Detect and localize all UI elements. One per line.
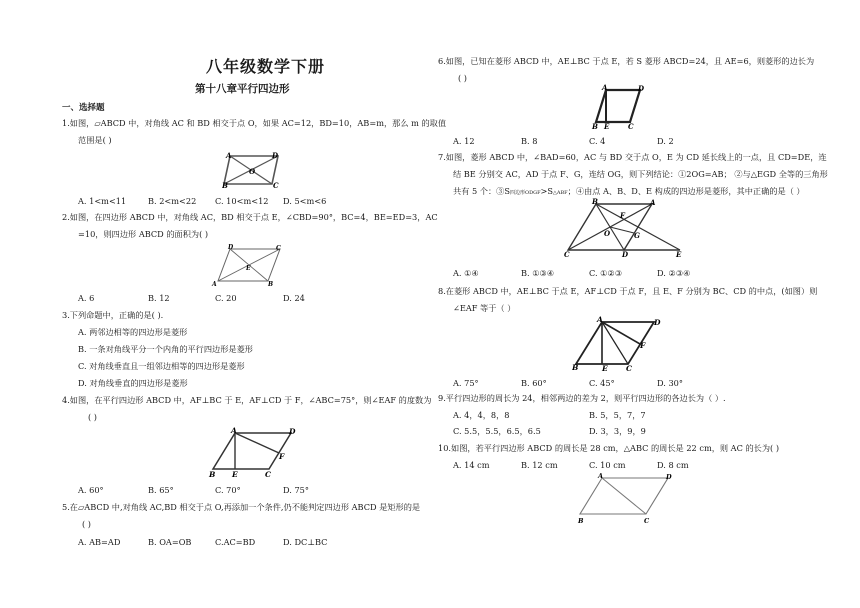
fig10-label-a: A	[598, 472, 604, 480]
q1-option-b[interactable]: B. 2<m<22	[148, 196, 197, 206]
q7-stem-line2: 结 BE 分别交 AC，AD 于点 F、G，连结 OG，则下列结论：①2OG=AB； ②与△EGD 全等的三角形	[453, 169, 828, 179]
fig1-label-a: A	[226, 152, 232, 160]
q2-figure	[210, 243, 282, 287]
q10-stem: 10.如图，若平行四边形 ABCD 的周长是 28 cm，△ABC 的周长是 22 cm，则 AC 的长为( )	[438, 443, 780, 453]
q6-option-b[interactable]: B. 8	[521, 136, 538, 146]
q7-option-b[interactable]: B. ①③④	[521, 268, 555, 278]
q4-figure	[205, 425, 297, 479]
q2-option-c[interactable]: C. 20	[215, 293, 237, 303]
fig7-label-f: F	[620, 211, 625, 220]
q1-option-d[interactable]: D. 5<m<6	[283, 196, 327, 206]
fig7-label-e: E	[676, 250, 682, 258]
fig2-label-b: B	[268, 281, 274, 287]
q7-option-a[interactable]: A. ①④	[453, 268, 479, 278]
fig7-label-a: A	[650, 198, 656, 207]
fig6-label-b: B	[592, 122, 598, 130]
q8-figure	[572, 314, 664, 372]
fig1-label-c: C	[273, 181, 279, 188]
q1-option-c[interactable]: C. 10<m<12	[215, 196, 269, 206]
q6-figure	[590, 84, 646, 130]
q4-option-a[interactable]: A. 60°	[78, 485, 104, 495]
fig4-label-d: D	[289, 427, 296, 436]
fig4-label-b: B	[209, 470, 216, 479]
fig2-label-a: A	[212, 281, 217, 287]
q7-stem-line3: 共有 5 个：③S四边形ODGF>S△ABF；④由点 A、B、D、E 构成的四边形是菱形，其中正确的是（ ）	[453, 186, 805, 196]
q1-stem-line2: 范围是( )	[78, 135, 112, 145]
fig10-label-c: C	[644, 517, 650, 525]
chapter-title: 第十八章平行四边形	[195, 83, 290, 95]
q2-stem-line2: =10，则四边形 ABCD 的面积为( )	[78, 229, 209, 239]
fig8-label-d: D	[654, 318, 661, 327]
q9-option-d[interactable]: D. 3，3，9，9	[589, 426, 646, 436]
q6-option-d[interactable]: D. 2	[657, 136, 674, 146]
q5-option-c[interactable]: C.AC=BD	[215, 537, 256, 547]
fig6-label-a: A	[602, 84, 608, 92]
fig7-label-c: C	[564, 250, 570, 258]
q7-option-d[interactable]: D. ②③④	[657, 268, 691, 278]
q3-option-d[interactable]: D. 对角线垂直的四边形是菱形	[78, 378, 188, 388]
q4-option-d[interactable]: D. 75°	[283, 485, 309, 495]
q6-stem-line2: ( )	[458, 73, 467, 83]
fig6-label-d: D	[638, 84, 645, 93]
fig10-label-d: D	[666, 473, 672, 481]
q6-option-c[interactable]: C. 4	[589, 136, 606, 146]
fig4-label-a: A	[231, 426, 237, 435]
q3-option-b[interactable]: B. 一条对角线平分一个内角的平行四边形是菱形	[78, 344, 253, 354]
fig1-label-b: B	[222, 181, 228, 188]
fig7-label-b: B	[592, 198, 598, 206]
fig10-label-b: B	[578, 517, 584, 525]
q5-stem-line1: 5.在▱ABCD 中,对角线 AC,BD 相交于点 O,再添加一个条件,仍不能判定四边形 ABCD 是矩形的是	[62, 502, 421, 512]
q6-option-a[interactable]: A. 12	[453, 136, 475, 146]
fig7-label-d: D	[622, 250, 629, 258]
fig8-label-a: A	[597, 315, 603, 324]
fig8-label-c: C	[626, 364, 632, 372]
q7-stem-line1: 7.如图，菱形 ABCD 中，∠BAD=60，AC 与 BD 交于点 O，E 为 CD 延长线上的一点，且 CD=DE，连	[438, 152, 827, 162]
q5-option-a[interactable]: A. AB=AD	[78, 537, 121, 547]
page-title: 八年级数学下册	[206, 57, 326, 76]
fig2-label-d: D	[228, 244, 234, 251]
q4-option-b[interactable]: B. 65°	[148, 485, 174, 495]
q3-stem: 3.下列命题中，正确的是( ).	[62, 310, 164, 320]
q5-stem-line2: ( )	[82, 519, 91, 529]
fig4-label-e: E	[232, 470, 238, 479]
q2-option-b[interactable]: B. 12	[148, 293, 170, 303]
q10-option-d[interactable]: D. 8 cm	[657, 460, 689, 470]
q4-stem-line1: 4.如图，在平行四边形 ABCD 中，AF⊥BC 于 E，AF⊥CD 于 F，∠ABC=75°，则∠EAF 的度数为	[62, 395, 432, 405]
fig1-label-d: D	[272, 152, 279, 160]
q9-option-b[interactable]: B. 5，5，7，7	[589, 410, 646, 420]
q7-option-c[interactable]: C. ①②③	[589, 268, 623, 278]
q6-stem-line1: 6.如图，已知在菱形 ABCD 中，AE⊥BC 于点 E，若 S 菱形 ABCD=24，且 AE=6，则菱形的边长为	[438, 56, 815, 66]
q5-option-d[interactable]: D. DC⊥BC	[283, 537, 328, 547]
fig2-label-e: E	[246, 265, 251, 272]
q4-option-c[interactable]: C. 70°	[215, 485, 241, 495]
q10-option-b[interactable]: B. 12 cm	[521, 460, 558, 470]
q2-stem-line1: 2.如图，在四边形 ABCD 中，对角线 AC，BD 相交于点 E，∠CBD=90°，BC=4，BE=ED=3，AC	[62, 212, 438, 222]
q8-option-d[interactable]: D. 30°	[657, 378, 683, 388]
q4-stem-line2: ( )	[88, 412, 97, 422]
q9-option-c[interactable]: C. 5.5，5.5，6.5，6.5	[453, 426, 541, 436]
q8-stem-line2: ∠EAF 等于（ ）	[453, 303, 516, 313]
q8-option-a[interactable]: A. 75°	[453, 378, 479, 388]
section-heading: 一、选择题	[62, 103, 105, 113]
fig8-label-b: B	[572, 363, 579, 372]
q10-option-c[interactable]: C. 10 cm	[589, 460, 626, 470]
fig7-label-g: G	[634, 231, 640, 240]
q2-option-d[interactable]: D. 24	[283, 293, 305, 303]
fig8-label-f: F	[640, 341, 646, 350]
fig4-label-f: F	[279, 452, 285, 461]
q9-stem: 9.平行四边形的周长为 24，相邻两边的差为 2，则平行四边形的各边长为（ ）.	[438, 393, 726, 403]
fig8-label-e: E	[602, 364, 608, 372]
fig1-label-o: O	[249, 167, 256, 176]
fig2-label-c: C	[276, 245, 281, 252]
q8-option-c[interactable]: C. 45°	[589, 378, 615, 388]
q3-option-a[interactable]: A. 两邻边相等的四边形是菱形	[78, 327, 188, 337]
fig4-label-c: C	[265, 470, 271, 479]
fig6-label-e: E	[604, 122, 610, 130]
q10-option-a[interactable]: A. 14 cm	[453, 460, 490, 470]
q7-figure	[562, 198, 688, 258]
fig6-label-c: C	[628, 122, 634, 130]
fig7-label-o: O	[604, 229, 611, 238]
q9-option-a[interactable]: A. 4，4，8，8	[453, 410, 510, 420]
q1-figure	[222, 152, 280, 188]
q2-option-a[interactable]: A. 6	[78, 293, 95, 303]
q8-option-b[interactable]: B. 60°	[521, 378, 547, 388]
q1-stem-line1: 1.如图，▱ABCD 中，对角线 AC 和 BD 相交于点 O，如果 AC=12，BD=10，AB=m，那么 m 的取值	[62, 118, 447, 128]
q1-option-a[interactable]: A. 1<m<11	[78, 196, 127, 206]
q5-option-b[interactable]: B. OA=OB	[148, 537, 192, 547]
q8-stem-line1: 8.在菱形 ABCD 中，AE⊥BC 于点 E，AF⊥CD 于点 F，且 E、F 分别为 BC、CD 的中点，(如图）则	[438, 286, 818, 296]
q10-figure	[576, 470, 676, 526]
q3-option-c[interactable]: C. 对角线垂直且一组邻边相等的四边形是菱形	[78, 361, 245, 371]
